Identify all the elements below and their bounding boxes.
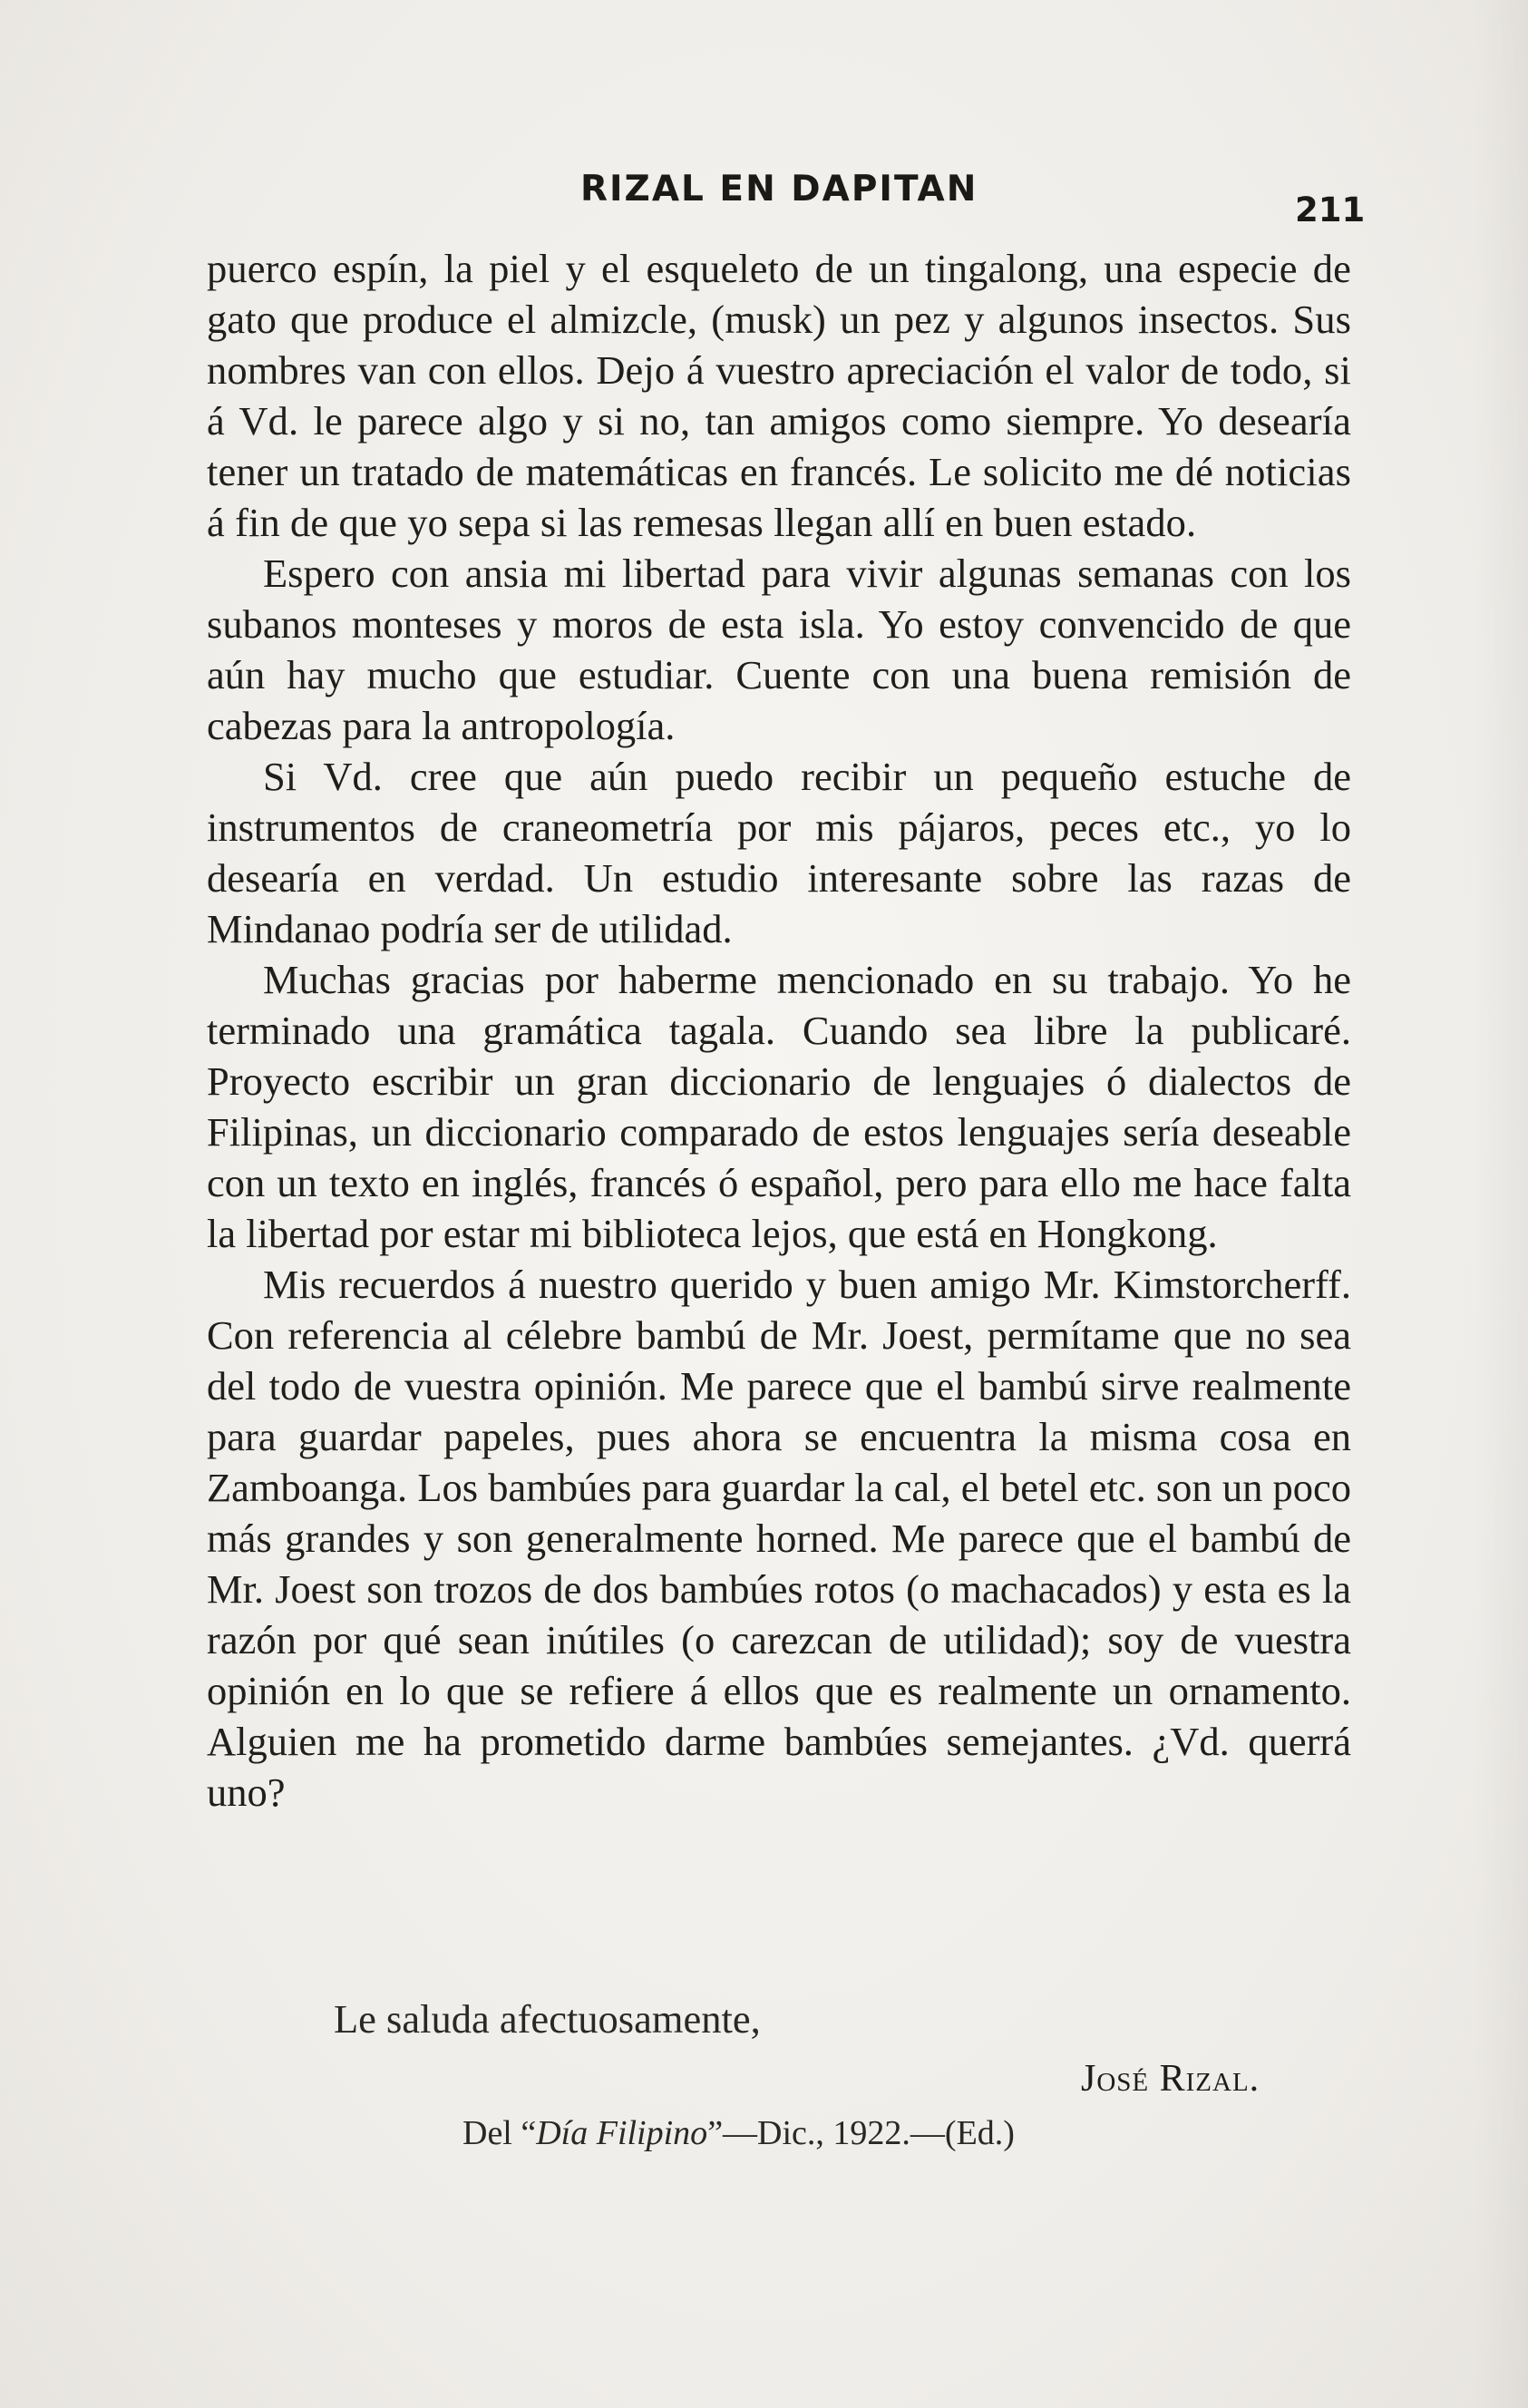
page-number: 211 <box>1295 190 1366 229</box>
signature: José Rizal. <box>1081 2058 1260 2100</box>
letter-body <box>207 243 1351 1818</box>
source-note-title: Día Filipino <box>536 2114 708 2152</box>
source-note-prefix: Del “ <box>462 2114 537 2152</box>
closing-salutation: Le saluda afectuosamente, <box>334 1996 761 2042</box>
paragraph: puerco espín, la piel y el esqueleto de un tingalong, una especie de gato que produce el almizcle, (musk) un pez y algunos insectos. Sus nombres van con ellos. Dejo á vuestro apreciación el valor de todo, si á Vd. le parece algo y si no, tan amigos como siempre. Yo desearía tener un tratado de matemáticas en francés. Le solicito me dé noticias á fin de que yo sepa si las remesas llegan allí en buen estado. <box>207 246 1351 545</box>
paragraph: Muchas gracias por haberme mencionado en su trabajo. Yo he terminado una gramática tagala. Cuando sea libre la publicaré. Proyecto escribir un gran diccionario de lenguajes ó dialectos de Filipinas, un diccionario comparado de estos lenguajes sería deseable con un texto en inglés, francés ó español, pero para ello me hace falta la libertad por estar mi biblioteca lejos, que está en Hongkong. <box>207 957 1351 1256</box>
source-note <box>462 2113 1015 2153</box>
paragraph: Si Vd. cree que aún puedo recibir un pequeño estuche de instrumentos de craneometría por mis pájaros, peces etc., yo lo desearía en verdad. Un estudio interesante sobre las razas de Mindanao podría ser de utilidad. <box>207 754 1351 951</box>
source-note-suffix: ”—Dic., 1922.—(Ed.) <box>707 2114 1015 2152</box>
page-edge-shadow <box>1474 0 1528 2408</box>
paragraph: Mis recuerdos á nuestro querido y buen amigo Mr. Kimstorcherff. Con referencia al célebre bambú de Mr. Joest, permítame que no sea del todo de vuestra opinión. Me parece que el bambú sirve realmente para guardar papeles, pues ahora se encuentra la misma cosa en Zamboanga. Los bambúes para guardar la cal, el betel etc. son un poco más grandes y son generalmente horned. Me parece que el bambú de Mr. Joest son trozos de dos bambúes rotos (o machacados) y esta es la razón por qué sean inútiles (o carezcan de utilidad); soy de vuestra opinión en lo que se refiere á ellos que es realmente un ornamento. Alguien me ha prometido darme bambúes semejantes. ¿Vd. querrá uno? <box>207 1262 1351 1815</box>
running-title: RIZAL EN DAPITAN <box>580 169 978 210</box>
paragraph: Espero con ansia mi libertad para vivir algunas semanas con los subanos monteses y moros de esta isla. Yo estoy convencido de que aún hay mucho que estudiar. Cuente con una buena remisión de cabezas para la antropología. <box>207 551 1351 748</box>
